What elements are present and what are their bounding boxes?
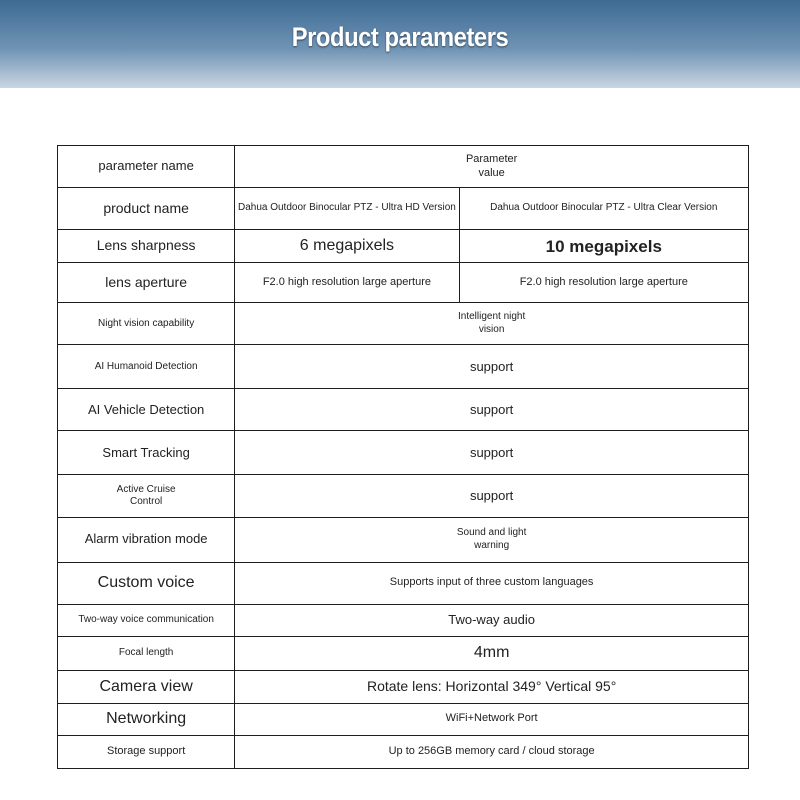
product-variant-2: Dahua Outdoor Binocular PTZ - Ultra Clear Version [459, 188, 748, 230]
table-row [58, 517, 749, 562]
header-banner [0, 0, 800, 88]
row-value: Rotate lens: Horizontal 349° Vertical 95° [235, 670, 749, 703]
parameters-table [57, 145, 749, 769]
table-row [58, 303, 749, 345]
row-value: WiFi+Network Port [235, 703, 749, 735]
table-row [58, 188, 749, 230]
row-value: Two-way audio [235, 604, 749, 636]
table-row [58, 263, 749, 303]
table-row [58, 389, 749, 431]
row-label: Camera view [58, 670, 235, 703]
table-row [58, 703, 749, 735]
row-label-text: Focal length [118, 646, 174, 658]
row-value [235, 303, 749, 345]
row-label-text: Active Cruise Control [116, 483, 176, 508]
row-value [235, 517, 749, 562]
row-value: support [235, 475, 749, 517]
table-header-row [58, 146, 749, 188]
row-label: Alarm vibration mode [58, 517, 235, 562]
row-label: Networking [58, 703, 235, 735]
row-label: Custom voice [58, 562, 235, 604]
sharpness-value-2: 10 megapixels [459, 230, 748, 263]
table-row [58, 636, 749, 670]
table-row [58, 230, 749, 263]
row-label: Two-way voice communication [58, 604, 235, 636]
row-label: AI Humanoid Detection [58, 345, 235, 389]
header-parameter-name: parameter name [58, 146, 235, 188]
row-value: Up to 256GB memory card / cloud storage [235, 735, 749, 768]
aperture-value-2: F2.0 high resolution large aperture [459, 263, 748, 303]
row-label: Night vision capability [58, 303, 235, 345]
aperture-value-1: F2.0 high resolution large aperture [235, 263, 459, 303]
header-parameter-value [235, 146, 749, 188]
row-label: product name [58, 188, 235, 230]
row-label: AI Vehicle Detection [58, 389, 235, 431]
row-value-text: Sound and light warning [456, 527, 527, 551]
row-value: support [235, 431, 749, 475]
page-title: Product parameters [291, 22, 509, 52]
row-label [58, 636, 235, 670]
header-parameter-value-text: Parameter value [465, 152, 518, 179]
row-value: support [235, 345, 749, 389]
table-row [58, 431, 749, 475]
table-row [58, 345, 749, 389]
row-label: lens aperture [58, 263, 235, 303]
table-row [58, 604, 749, 636]
row-label [58, 475, 235, 517]
row-label: Smart Tracking [58, 431, 235, 475]
row-label: Lens sharpness [58, 230, 235, 263]
table-row [58, 475, 749, 517]
table-row [58, 735, 749, 768]
row-value: 4mm [235, 636, 749, 670]
row-value: support [235, 389, 749, 431]
table-row [58, 670, 749, 703]
row-label: Storage support [58, 735, 235, 768]
table-row [58, 562, 749, 604]
row-value-text: Intelligent night vision [457, 311, 526, 335]
product-variant-1: Dahua Outdoor Binocular PTZ - Ultra HD Version [235, 188, 459, 230]
row-value: Supports input of three custom languages [235, 562, 749, 604]
sharpness-value-1: 6 megapixels [235, 230, 459, 263]
